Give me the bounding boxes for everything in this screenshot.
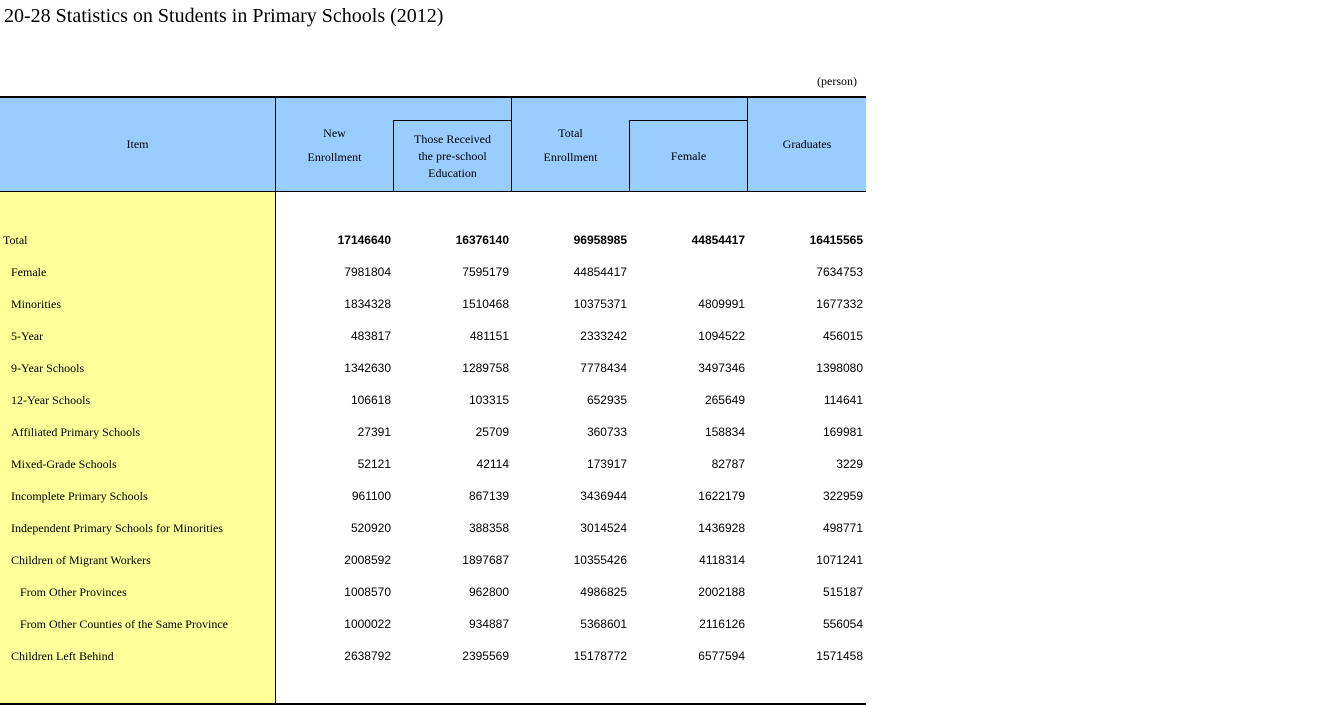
table-row [0, 480, 866, 512]
header-item [0, 98, 275, 191]
cell-female: 44854417 [691, 233, 745, 247]
table-row [0, 352, 866, 384]
table-row [0, 256, 866, 288]
cell-graduates: 498771 [822, 521, 863, 535]
cell-new-enrollment: 483817 [350, 329, 391, 343]
statistics-table [0, 96, 866, 705]
row-item: 5-Year [11, 329, 44, 343]
table-row [0, 512, 866, 544]
header-total-enrollment-line2: Enrollment [543, 149, 598, 164]
table-row [0, 320, 866, 352]
unit-label: (person) [817, 74, 857, 88]
row-item: Minorities [11, 297, 61, 311]
cell-new-enrollment: 520920 [350, 521, 391, 535]
header-new-enrollment [276, 122, 393, 167]
cell-graduates: 322959 [822, 489, 863, 503]
row-item: Mixed-Grade Schools [11, 457, 117, 471]
header-subrow-line-1 [393, 120, 511, 121]
table-row [0, 544, 866, 576]
cell-preschool: 25709 [475, 425, 509, 439]
cell-female: 4809991 [698, 297, 745, 311]
table-row [0, 288, 866, 320]
cell-female: 158834 [704, 425, 745, 439]
cell-graduates: 1571458 [816, 649, 863, 663]
cell-graduates: 1071241 [816, 553, 863, 567]
cell-preschool: 1897687 [462, 553, 509, 567]
header-total-enrollment [512, 122, 629, 167]
cell-preschool: 2395569 [462, 649, 509, 663]
cell-total-enrollment: 173917 [586, 457, 627, 471]
cell-female: 1436928 [698, 521, 745, 535]
cell-new-enrollment: 961100 [351, 489, 391, 503]
header-total-enrollment-line1: Total [558, 125, 583, 140]
header-preschool-line2: the pre-school [418, 148, 487, 163]
cell-new-enrollment: 106618 [350, 393, 391, 407]
cell-preschool: 42114 [476, 457, 509, 471]
cell-preschool: 867139 [468, 489, 509, 503]
header-new-enrollment-line2: Enrollment [307, 149, 362, 164]
cell-total-enrollment: 10355426 [573, 553, 627, 567]
row-item: From Other Provinces [20, 585, 127, 599]
cell-female: 1622179 [698, 489, 745, 503]
row-item: Independent Primary Schools for Minorities [11, 521, 223, 535]
cell-new-enrollment: 27391 [357, 425, 391, 439]
cell-total-enrollment: 5368601 [580, 617, 627, 631]
cell-preschool: 16376140 [455, 233, 509, 247]
cell-new-enrollment: 1008570 [344, 585, 391, 599]
cell-new-enrollment: 2638792 [344, 649, 391, 663]
cell-total-enrollment: 360733 [586, 425, 627, 439]
row-item: Total [3, 233, 28, 247]
cell-preschool: 388358 [468, 521, 509, 535]
cell-graduates: 515187 [822, 585, 863, 599]
cell-total-enrollment: 4986825 [580, 585, 627, 599]
cell-female: 2116126 [699, 617, 745, 631]
cell-graduates: 556054 [822, 617, 863, 631]
cell-graduates: 114641 [823, 393, 863, 407]
cell-preschool: 7595179 [462, 265, 509, 279]
row-item: From Other Counties of the Same Province [20, 617, 228, 631]
cell-total-enrollment: 3436944 [580, 489, 627, 503]
cell-new-enrollment: 52121 [357, 457, 391, 471]
table-body [0, 224, 866, 672]
row-item: Female [11, 265, 47, 279]
cell-female: 1094522 [698, 329, 745, 343]
cell-total-enrollment: 7778434 [580, 361, 627, 375]
cell-preschool: 962800 [468, 585, 509, 599]
cell-female: 3497346 [698, 361, 745, 375]
row-item: Children Left Behind [11, 649, 114, 663]
header-preschool-line3: Education [428, 165, 477, 180]
table-row [0, 576, 866, 608]
table-row [0, 384, 866, 416]
table-row [0, 416, 866, 448]
cell-total-enrollment: 15178772 [573, 649, 627, 663]
cell-total-enrollment: 44854417 [573, 265, 627, 279]
cell-female: 6577594 [698, 649, 745, 663]
header-graduates [748, 98, 866, 191]
row-item: Incomplete Primary Schools [11, 489, 148, 503]
table-row [0, 608, 866, 640]
cell-preschool: 481151 [469, 329, 509, 343]
cell-new-enrollment: 1000022 [344, 617, 391, 631]
row-item: 9-Year Schools [11, 361, 85, 375]
cell-total-enrollment: 2333242 [580, 329, 627, 343]
cell-total-enrollment: 3014524 [580, 521, 627, 535]
header-female-label: Female [670, 148, 707, 163]
table-row [0, 448, 866, 480]
table-row [0, 640, 866, 672]
cell-graduates: 3229 [836, 457, 863, 471]
cell-female: 2002188 [698, 585, 745, 599]
row-item: Children of Migrant Workers [11, 553, 151, 567]
cell-new-enrollment: 1342630 [344, 361, 391, 375]
header-female [630, 146, 747, 166]
cell-total-enrollment: 652935 [586, 393, 627, 407]
row-item: 12-Year Schools [11, 393, 91, 407]
cell-graduates: 7634753 [816, 265, 863, 279]
cell-total-enrollment: 96958985 [573, 233, 627, 247]
cell-new-enrollment: 1834328 [344, 297, 391, 311]
header-bottom-border [0, 191, 866, 192]
header-item-label: Item [126, 137, 149, 151]
cell-graduates: 1677332 [816, 297, 863, 311]
cell-graduates: 16415565 [809, 233, 863, 247]
cell-graduates: 169981 [822, 425, 863, 439]
cell-graduates: 456015 [822, 329, 863, 343]
row-item: Affiliated Primary Schools [11, 425, 141, 439]
header-preschool-line1: Those Received [414, 131, 491, 146]
header-graduates-label: Graduates [782, 137, 832, 151]
cell-preschool: 103315 [468, 393, 509, 407]
cell-preschool: 934887 [468, 617, 509, 631]
cell-new-enrollment: 17146640 [337, 233, 391, 247]
cell-female: 265649 [704, 393, 745, 407]
page-title: 20-28 Statistics on Students in Primary Schools (2012) [4, 5, 444, 27]
cell-total-enrollment: 10375371 [573, 297, 627, 311]
cell-female: 82787 [711, 457, 745, 471]
cell-preschool: 1289758 [462, 361, 509, 375]
cell-new-enrollment: 7981804 [344, 265, 391, 279]
header-preschool [394, 130, 511, 182]
cell-preschool: 1510468 [462, 297, 509, 311]
header-subrow-line-2 [629, 120, 747, 121]
header-new-enrollment-line1: New [323, 125, 346, 140]
cell-new-enrollment: 2008592 [344, 553, 391, 567]
table-row [0, 224, 866, 256]
cell-female: 4118314 [699, 553, 745, 567]
cell-graduates: 1398080 [816, 361, 863, 375]
